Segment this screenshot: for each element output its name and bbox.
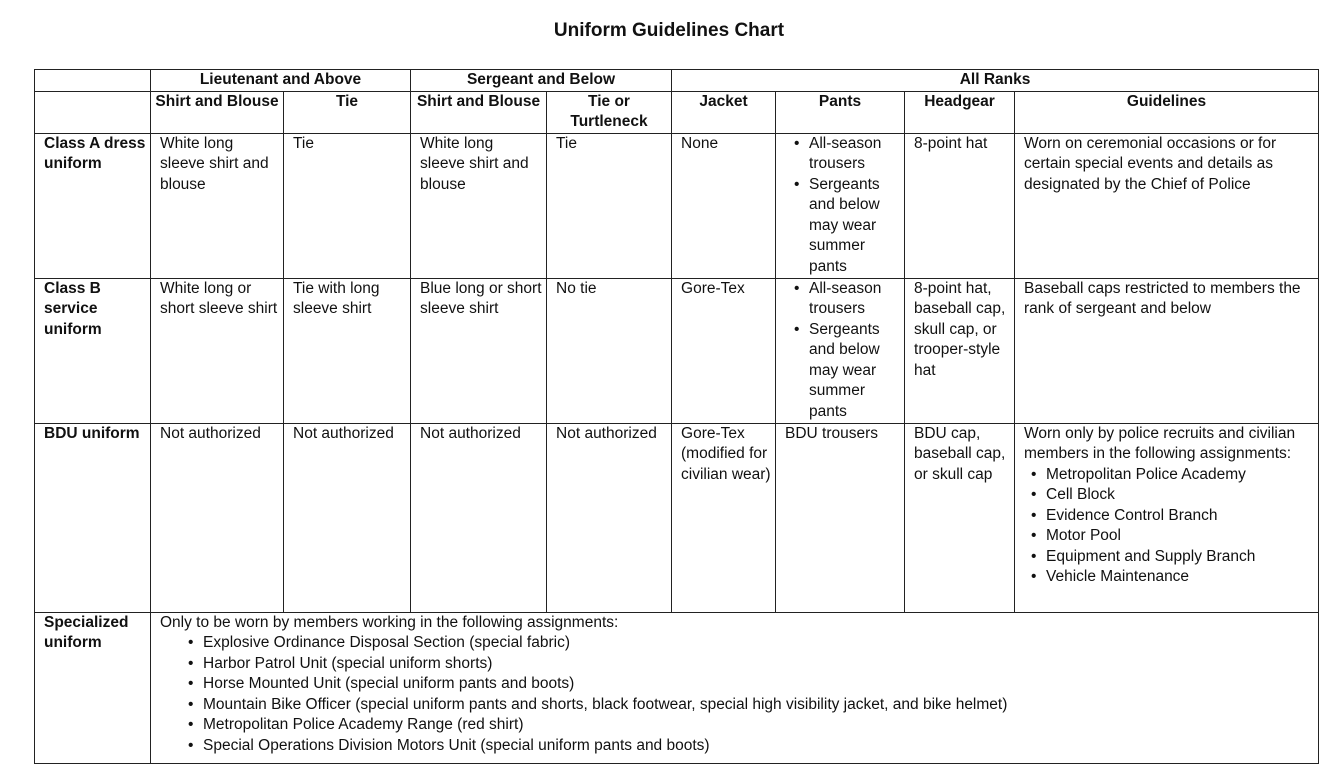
list-item: • Equipment and Supply Branch: [1046, 547, 1314, 568]
column-header-pants: Pants: [776, 91, 905, 133]
column-header-jacket: Jacket: [672, 91, 776, 133]
table-row: [35, 133, 1319, 278]
page-title: Uniform Guidelines Chart: [553, 20, 785, 41]
cell-sg-shirt: White long sleeve shirt and blouse: [411, 133, 547, 278]
cell-lt-tie: Not authorized: [284, 423, 411, 612]
cell-jacket: Gore-Tex (modified for civilian wear): [672, 423, 776, 612]
cell-headgear: 8-point hat, baseball cap, skull cap, or trooper-style hat: [905, 278, 1015, 423]
group-header-lieutenant: Lieutenant and Above: [151, 70, 411, 92]
cell-sg-tie: Not authorized: [547, 423, 672, 612]
list-item: • Horse Mounted Unit (special uniform pants and boots): [203, 674, 1314, 695]
list-item: • Cell Block: [1046, 485, 1314, 506]
table-row: [35, 612, 1319, 763]
list-item: • Explosive Ordinance Disposal Section (special fabric): [203, 633, 1314, 654]
cell-headgear: BDU cap, baseball cap, or skull cap: [905, 423, 1015, 612]
list-item: • Sergeants and below may wear summer pants: [809, 175, 900, 278]
list-item: • All-season trousers: [809, 134, 900, 175]
cell-sg-shirt: Not authorized: [411, 423, 547, 612]
cell-guidelines: [1015, 423, 1319, 612]
cell-jacket: None: [672, 133, 776, 278]
cell-sg-shirt: Blue long or short sleeve shirt: [411, 278, 547, 423]
cell-pants: [776, 278, 905, 423]
cell-sg-tie: No tie: [547, 278, 672, 423]
cell-headgear: 8-point hat: [905, 133, 1015, 278]
column-header-lt-shirt: Shirt and Blouse: [151, 91, 284, 133]
guidelines-text: Worn only by police recruits and civilian members in the following assignments:: [1024, 424, 1296, 462]
cell-pants: [776, 133, 905, 278]
list-item: • Motor Pool: [1046, 526, 1314, 547]
table-row: [35, 423, 1319, 612]
group-header-all-ranks: All Ranks: [672, 70, 1319, 92]
row-header: Class B service uniform: [35, 278, 151, 423]
group-header-sergeant: Sergeant and Below: [411, 70, 672, 92]
cell-lt-shirt: White long sleeve shirt and blouse: [151, 133, 284, 278]
column-header-row: [35, 91, 1319, 133]
list-item: • Evidence Control Branch: [1046, 506, 1314, 527]
list-item: • Metropolitan Police Academy Range (red shirt): [203, 715, 1314, 736]
corner-cell: [35, 91, 151, 133]
list-item: • Harbor Patrol Unit (special uniform shorts): [203, 654, 1314, 675]
list-item: • All-season trousers: [809, 279, 900, 320]
row-header: BDU uniform: [35, 423, 151, 612]
cell-jacket: Gore-Tex: [672, 278, 776, 423]
list-item: • Metropolitan Police Academy: [1046, 465, 1314, 486]
column-header-sg-tie: Tie or Turtleneck: [547, 91, 672, 133]
cell-lt-tie: Tie with long sleeve shirt: [284, 278, 411, 423]
list-item: • Mountain Bike Officer (special uniform pants and shorts, black footwear, special high visibility jacket, and bike helmet): [203, 695, 1314, 716]
cell-lt-tie: Tie: [284, 133, 411, 278]
cell-sg-tie: Tie: [547, 133, 672, 278]
list-item: • Vehicle Maintenance: [1046, 567, 1314, 588]
specialized-intro: Only to be worn by members working in the following assignments:: [160, 613, 619, 631]
column-header-lt-tie: Tie: [284, 91, 411, 133]
column-header-sg-shirt: Shirt and Blouse: [411, 91, 547, 133]
cell-guidelines: Worn on ceremonial occasions or for certain special events and details as designated by the Chief of Police: [1015, 133, 1319, 278]
cell-pants: BDU trousers: [776, 423, 905, 612]
cell-specialized: [151, 612, 1319, 763]
column-header-guidelines: Guidelines: [1015, 91, 1319, 133]
cell-lt-shirt: White long or short sleeve shirt: [151, 278, 284, 423]
list-item: • Special Operations Division Motors Unit (special uniform pants and boots): [203, 736, 1314, 757]
column-header-headgear: Headgear: [905, 91, 1015, 133]
cell-lt-shirt: Not authorized: [151, 423, 284, 612]
table-row: [35, 278, 1319, 423]
uniform-guidelines-table: [34, 69, 1319, 764]
row-header: Specialized uniform: [35, 612, 151, 763]
cell-guidelines: Baseball caps restricted to members the rank of sergeant and below: [1015, 278, 1319, 423]
group-header-row: [35, 70, 1319, 92]
list-item: • Sergeants and below may wear summer pants: [809, 320, 900, 423]
row-header: Class A dress uniform: [35, 133, 151, 278]
corner-cell: [35, 70, 151, 92]
